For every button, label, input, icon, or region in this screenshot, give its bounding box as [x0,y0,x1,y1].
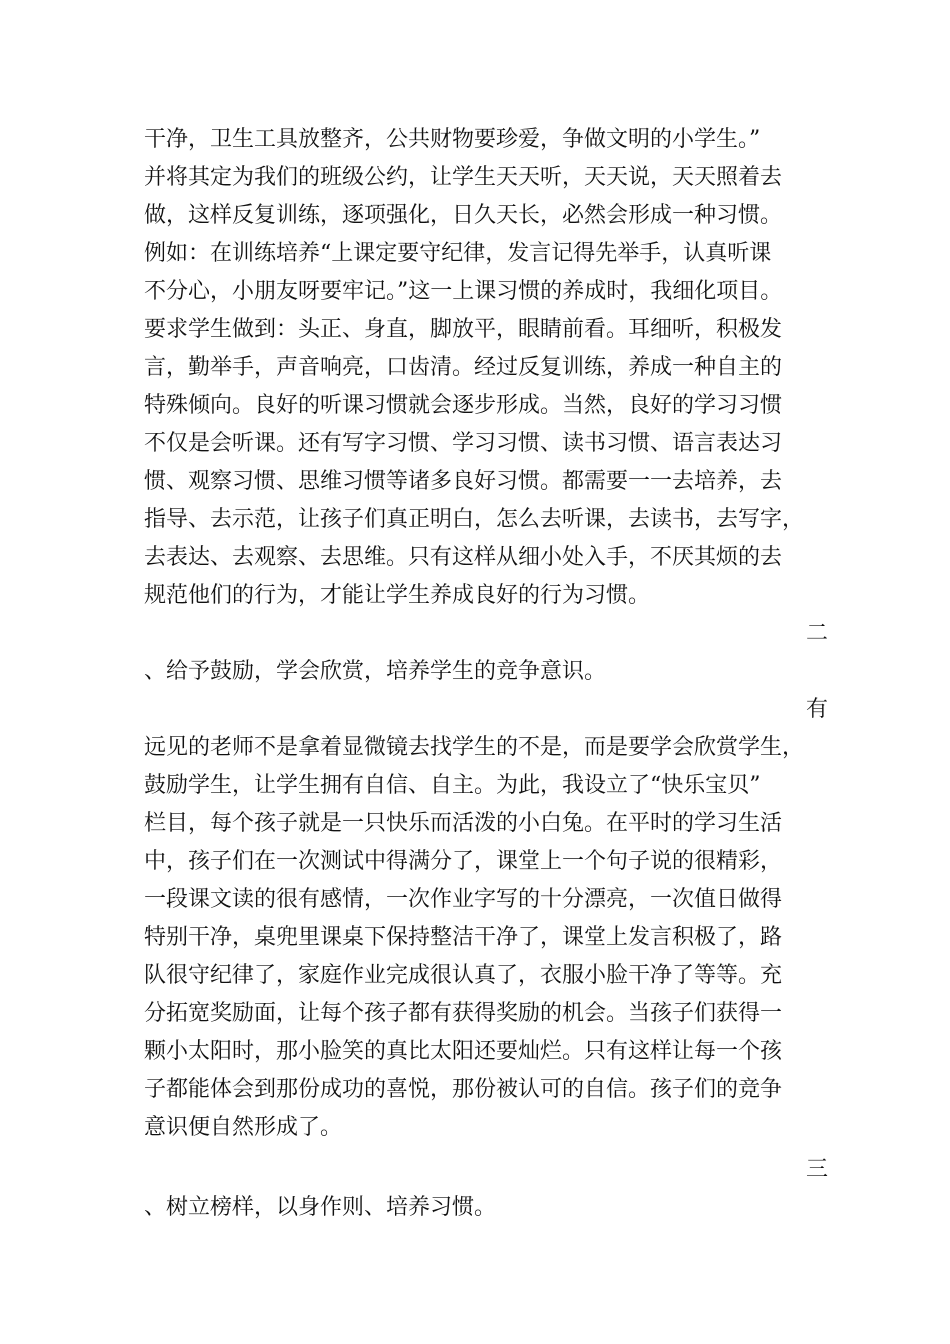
paragraph-line: 例如：在训练培养“上课定要守纪律，发言记得先举手，认真听课 [144,241,772,266]
section-number: 二 [805,621,828,646]
paragraph-line: 远见的老师不是拿着显微镜去找学生的不是，而是要学会欣赏学生， [144,735,805,760]
paragraph-line: 不仅是会听课。还有写字习惯、学习习惯、读书习惯、语言表达习 [144,431,783,456]
paragraph-line: 做，这样反复训练，逐项强化，日久天长，必然会形成一种习惯。 [144,203,783,228]
paragraph-line: 特殊倾向。良好的听课习惯就会逐步形成。当然，良好的学习习惯 [144,393,783,418]
paragraph-line: 不分心，小朋友呀要牢记。”这一上课习惯的养成时，我细化项目。 [144,279,783,304]
paragraph-line: 指导、去示范，让孩子们真正明白，怎么去听课，去读书，去写字， [144,507,805,532]
section-number: 三 [805,1157,828,1182]
paragraph-line: 中，孩子们在一次测试中得满分了，课堂上一个句子说的很精彩， [144,849,783,874]
paragraph-line: 栏目，每个孩子就是一只快乐而活泼的小白兔。在平时的学习生活 [144,811,783,836]
paragraph-line: 鼓励学生，让学生拥有自信、自主。为此，我设立了“快乐宝贝” [144,773,761,798]
paragraph-line: 意识便自然形成了。 [144,1115,343,1140]
paragraph-line: 规范他们的行为，才能让学生养成良好的行为习惯。 [144,583,651,608]
paragraph-first-char: 有 [805,697,828,722]
paragraph-line: 言，勤举手，声音响亮，口齿清。经过反复训练，养成一种自主的 [144,355,783,380]
paragraph-line: 特别干净，桌兜里课桌下保持整洁干净了，课堂上发言积极了，路 [144,925,783,950]
paragraph-line: 去表达、去观察、去思维。只有这样从细小处入手，不厌其烦的去 [144,545,783,570]
section-title: 、树立榜样，以身作则、培养习惯。 [144,1195,497,1220]
paragraph-line: 队很守纪律了，家庭作业完成很认真了，衣服小脸干净了等等。充 [144,963,783,988]
section-title: 、给予鼓励，学会欣赏，培养学生的竞争意识。 [144,659,607,684]
paragraph-line: 分拓宽奖励面，让每个孩子都有获得奖励的机会。当孩子们获得一 [144,1001,783,1026]
paragraph-line: 要求学生做到：头正、身直，脚放平，眼睛前看。耳细听，积极发 [144,317,783,342]
paragraph-line: 并将其定为我们的班级公约，让学生天天听，天天说，天天照着去 [144,165,783,190]
paragraph-line: 子都能体会到那份成功的喜悦，那份被认可的自信。孩子们的竞争 [144,1077,783,1102]
paragraph-line: 一段课文读的很有感情，一次作业字写的十分漂亮，一次值日做得 [144,887,783,912]
paragraph-line: 干净，卫生工具放整齐，公共财物要珍爱，争做文明的小学生。” [144,127,761,152]
paragraph-line: 颗小太阳时，那小脸笑的真比太阳还要灿烂。只有这样让每一个孩 [144,1039,783,1064]
paragraph-line: 惯、观察习惯、思维习惯等诸多良好习惯。都需要一一去培养，去 [144,469,783,494]
